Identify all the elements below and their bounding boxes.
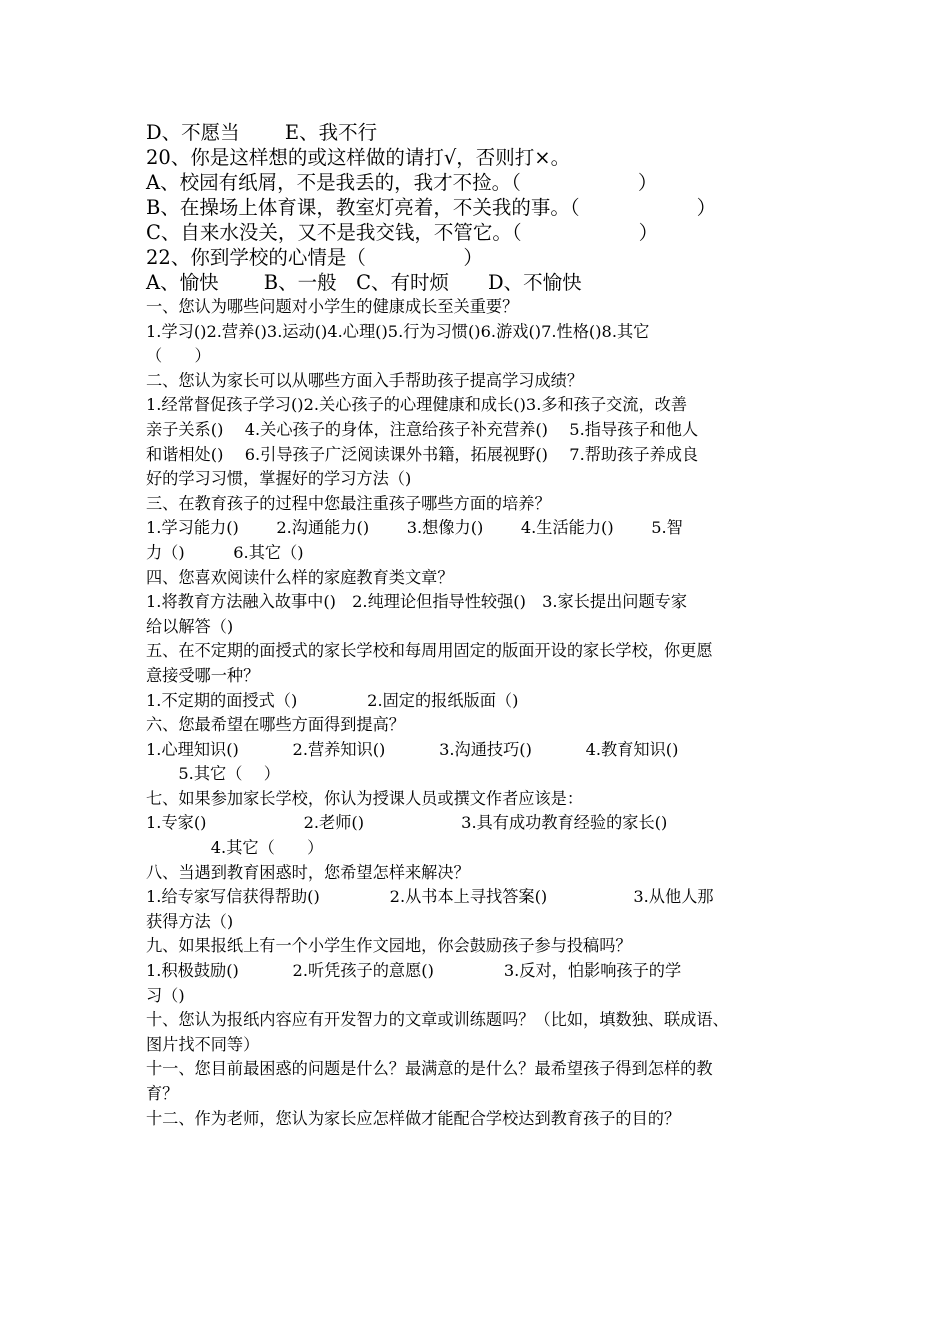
question-5: 五、在不定期的面授式的家长学校和每周用固定的版面开设的家长学校，你更愿 — [146, 641, 713, 661]
statement-a: A、校园有纸屑，不是我丢的，我才不捡。（ ） — [146, 171, 658, 194]
question-11-cont: 育？ — [146, 1084, 179, 1103]
answer-line: 力（) 6.其它（) — [146, 542, 304, 562]
question-22: 22、你到学校的心情是（ ） — [146, 246, 483, 269]
question-7: 七、如果参加家长学校，你认为授课人员或撰文作者应该是： — [146, 788, 584, 808]
answer-line: 1.给专家写信获得帮助() 2.从书本上寻找答案() 3.从他人那 — [146, 887, 714, 907]
question-8: 八、当遇到教育困惑时，您希望怎样来解决？ — [146, 862, 470, 882]
answer-line: （ ） — [146, 346, 211, 366]
answer-line: 5.其它（ ） — [146, 764, 280, 784]
answer-line: 1.学习能力() 2.沟通能力() 3.想像力() 4.生活能力() 5.智 — [146, 518, 683, 538]
question-10: 十、您认为报纸内容应有开发智力的文章或训练题吗？（比如，填数独、联成语、 — [146, 1010, 729, 1030]
questionnaire-part-two — [146, 295, 818, 1131]
answer-line: 1.将教育方法融入故事中() 2.纯理论但指导性较强() 3.家长提出问题专家 — [146, 592, 688, 612]
question-1: 一、您认为哪些问题对小学生的健康成长至关重要？ — [146, 297, 519, 316]
answer-line: 获得方法（) — [146, 911, 234, 931]
question-10-cont: 图片找不同等） — [146, 1034, 260, 1054]
question-4: 四、您喜欢阅读什么样的家庭教育类文章？ — [146, 567, 454, 587]
answer-line: 和谐相处() 6.引导孩子广泛阅读课外书籍，拓展视野() 7.帮助孩子养成良 — [146, 444, 699, 464]
answer-line: 亲子关系() 4.关心孩子的身体，注意给孩子补充营养() 5.指导孩子和他人 — [146, 419, 699, 439]
question-3: 三、在教育孩子的过程中您最注重孩子哪些方面的培养？ — [146, 493, 551, 513]
answer-line: 好的学习习惯，掌握好的学习方法（) — [146, 469, 412, 489]
document-page — [146, 120, 818, 1131]
questionnaire-part-one — [146, 120, 818, 295]
answer-line: 习（) — [146, 985, 185, 1005]
answer-line: 1.专家() 2.老师() 3.具有成功教育经验的家长() — [146, 813, 668, 833]
statement-c: C、自来水没关，又不是我交钱，不管它。（ ） — [146, 221, 659, 244]
options-22: A、愉快 B、一般 C、有时烦 D、不愉快 — [146, 271, 582, 294]
question-9: 九、如果报纸上有一个小学生作文园地，你会鼓励孩子参与投稿吗？ — [146, 936, 632, 956]
answer-line: 1.不定期的面授式（) 2.固定的报纸版面（) — [146, 690, 519, 710]
question-6: 六、您最希望在哪些方面得到提高？ — [146, 715, 405, 735]
answer-line: 1.学习()2.营养()3.运动()4.心理()5.行为习惯()6.游戏()7.性格()8.其它 — [146, 321, 650, 341]
answer-line: 1.经常督促孩子学习()2.关心孩子的心理健康和成长()3.多和孩子交流，改善 — [146, 395, 688, 415]
answer-line: 1.心理知识() 2.营养知识() 3.沟通技巧() 4.教育知识() — [146, 739, 679, 759]
question-2: 二、您认为家长可以从哪些方面入手帮助孩子提高学习成绩？ — [146, 370, 584, 390]
option-line: D、不愿当 E、我不行 — [146, 121, 378, 144]
answer-line: 1.积极鼓励() 2.听凭孩子的意愿() 3.反对，怕影响孩子的学 — [146, 961, 682, 981]
question-11: 十一、您目前最困惑的问题是什么？最满意的是什么？最希望孩子得到怎样的教 — [146, 1059, 713, 1079]
question-5-cont: 意接受哪一种？ — [146, 665, 260, 685]
answer-line: 4.其它（ ） — [146, 838, 324, 858]
question-20: 20、你是这样想的或这样做的请打√，否则打×。 — [146, 146, 571, 169]
question-12: 十二、作为老师，您认为家长应怎样做才能配合学校达到教育孩子的目的？ — [146, 1108, 681, 1128]
answer-line: 给以解答（) — [146, 616, 234, 636]
statement-b: B、在操场上体育课，教室灯亮着，不关我的事。（ ） — [146, 196, 717, 219]
